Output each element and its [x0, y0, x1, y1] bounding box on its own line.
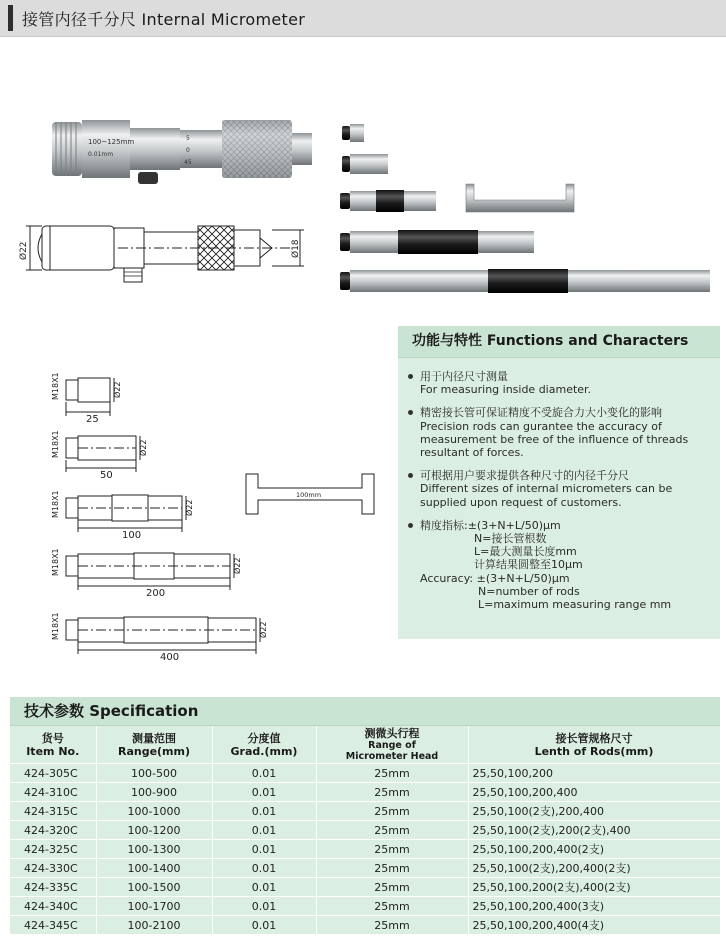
head-range-cell: 25mm [316, 802, 468, 821]
svg-text:100: 100 [122, 530, 142, 541]
grad-cell: 0.01 [212, 821, 316, 840]
rods-cell: 25,50,100,200(2支),400(2支) [468, 878, 720, 897]
head-range-cell: 25mm [316, 859, 468, 878]
range-cell: 100-1300 [96, 840, 212, 859]
features-panel [398, 326, 720, 639]
page-title: 接管内径千分尺 Internal Micrometer [22, 10, 306, 29]
table-row [10, 859, 720, 878]
spec-panel [10, 697, 720, 934]
bullet-icon [408, 410, 413, 415]
col-head-range: 测微头行程 Range of Micrometer Head [316, 726, 468, 764]
rods-cell: 25,50,100(2支),200(2支),400 [468, 821, 720, 840]
range-cell: 100-1200 [96, 821, 212, 840]
item-no-cell: 424-335C [10, 878, 96, 897]
table-row [10, 878, 720, 897]
dim-phi18-head: Ø18 [291, 239, 301, 258]
range-cell: 100-900 [96, 783, 212, 802]
svg-text:M18X1: M18X1 [51, 490, 60, 518]
col-range: 测量范围 Range(mm) [96, 726, 212, 764]
head-range-cell: 25mm [316, 783, 468, 802]
range-cell: 100-1000 [96, 802, 212, 821]
svg-text:5: 5 [186, 135, 190, 142]
head-range-cell: 25mm [316, 916, 468, 935]
micrometer-head-photo [52, 120, 312, 184]
table-row [10, 916, 720, 935]
rods-cell: 25,50,100,200,400(2支) [468, 840, 720, 859]
bullet-icon [408, 523, 413, 528]
rods-cell: 25,50,100,200 [468, 764, 720, 783]
feature-item: 可根据用户要求提供各种尺寸的内径千分尺 Different sizes of internal micrometers can be supplied upon request of customers. [408, 469, 720, 509]
svg-text:25: 25 [86, 414, 99, 425]
rods-cell: 25,50,100,200,400 [468, 783, 720, 802]
head-range-cell: 25mm [316, 878, 468, 897]
grad-cell: 0.01 [212, 802, 316, 821]
section-header [0, 0, 726, 37]
features-title: 功能与特性 Functions and Characters [398, 326, 720, 358]
grad-cell: 0.01 [212, 859, 316, 878]
feature-accuracy: 精度指标:±(3+N+L/50)µm N=接长管根数 L=最大测量长度mm 计算结果圆整至10µm Accuracy: ±(3+N+L/50)µm N=number of rods L=maximum measuring range mm [408, 519, 720, 611]
grad-cell: 0.01 [212, 916, 316, 935]
item-no-cell: 424-320C [10, 821, 96, 840]
range-cell: 100-1700 [96, 897, 212, 916]
col-grad: 分度值 Grad.(mm) [212, 726, 316, 764]
rods-cell: 25,50,100,200,400(4支) [468, 916, 720, 935]
table-row [10, 897, 720, 916]
item-no-cell: 424-310C [10, 783, 96, 802]
head-res-text: 0.01mm [88, 151, 114, 158]
spec-table [10, 726, 721, 935]
table-row [10, 840, 720, 859]
grad-cell: 0.01 [212, 878, 316, 897]
range-cell: 100-1500 [96, 878, 212, 897]
range-cell: 100-2100 [96, 916, 212, 935]
col-item-no: 货号 Item No. [10, 726, 96, 764]
svg-text:Ø22: Ø22 [185, 499, 194, 516]
svg-text:M18X1: M18X1 [51, 430, 60, 458]
head-scale-text: 100~125mm [88, 138, 135, 146]
grad-cell: 0.01 [212, 783, 316, 802]
svg-text:M18X1: M18X1 [51, 612, 60, 640]
head-range-cell: 25mm [316, 840, 468, 859]
item-no-cell: 424-345C [10, 916, 96, 935]
table-row [10, 821, 720, 840]
item-no-cell: 424-340C [10, 897, 96, 916]
svg-text:M18X1: M18X1 [51, 372, 60, 400]
item-no-cell: 424-325C [10, 840, 96, 859]
head-range-cell: 25mm [316, 897, 468, 916]
table-row [10, 783, 720, 802]
rods-cell: 25,50,100(2支),200,400(2支) [468, 859, 720, 878]
svg-text:M18X1: M18X1 [51, 548, 60, 576]
item-no-cell: 424-315C [10, 802, 96, 821]
rod-drawings [66, 378, 374, 654]
svg-text:Ø22: Ø22 [113, 381, 122, 398]
features-list [398, 370, 720, 611]
feature-item: 精密接长管可保证精度不受旋合力大小变化的影响 Precision rods can gurantee the accuracy of measurement be free of the influence of threads resultant of forces. [408, 406, 720, 459]
svg-text:400: 400 [160, 652, 180, 663]
svg-text:45: 45 [184, 159, 192, 166]
bridge-label: 100mm [296, 491, 322, 499]
head-range-cell: 25mm [316, 821, 468, 840]
header-accent-bar [8, 5, 13, 31]
svg-text:Ø22: Ø22 [139, 439, 148, 456]
grad-cell: 0.01 [212, 897, 316, 916]
dim-phi22-head: Ø22 [19, 241, 29, 260]
grad-cell: 0.01 [212, 840, 316, 859]
svg-text:Ø22: Ø22 [233, 557, 242, 574]
bullet-icon [408, 374, 413, 379]
micrometer-head-drawing [26, 226, 304, 282]
svg-text:Ø22: Ø22 [259, 621, 268, 638]
head-range-cell: 25mm [316, 764, 468, 783]
item-no-cell: 424-305C [10, 764, 96, 783]
col-rods: 接长管规格尺寸 Lenth of Rods(mm) [468, 726, 720, 764]
range-cell: 100-1400 [96, 859, 212, 878]
range-cell: 100-500 [96, 764, 212, 783]
grad-cell: 0.01 [212, 764, 316, 783]
feature-item: 用于内径尺寸测量 For measuring inside diameter. [408, 370, 720, 396]
spec-title: 技术参数 Specification [10, 697, 720, 726]
svg-text:0: 0 [186, 147, 190, 154]
item-no-cell: 424-330C [10, 859, 96, 878]
table-row [10, 802, 720, 821]
rods-cell: 25,50,100(2支),200,400 [468, 802, 720, 821]
svg-text:200: 200 [146, 588, 166, 599]
extension-rods-photo [340, 124, 710, 293]
table-row [10, 764, 720, 783]
rods-cell: 25,50,100,200,400(3支) [468, 897, 720, 916]
bullet-icon [408, 473, 413, 478]
svg-text:50: 50 [100, 470, 113, 481]
spec-header-row [10, 726, 720, 764]
